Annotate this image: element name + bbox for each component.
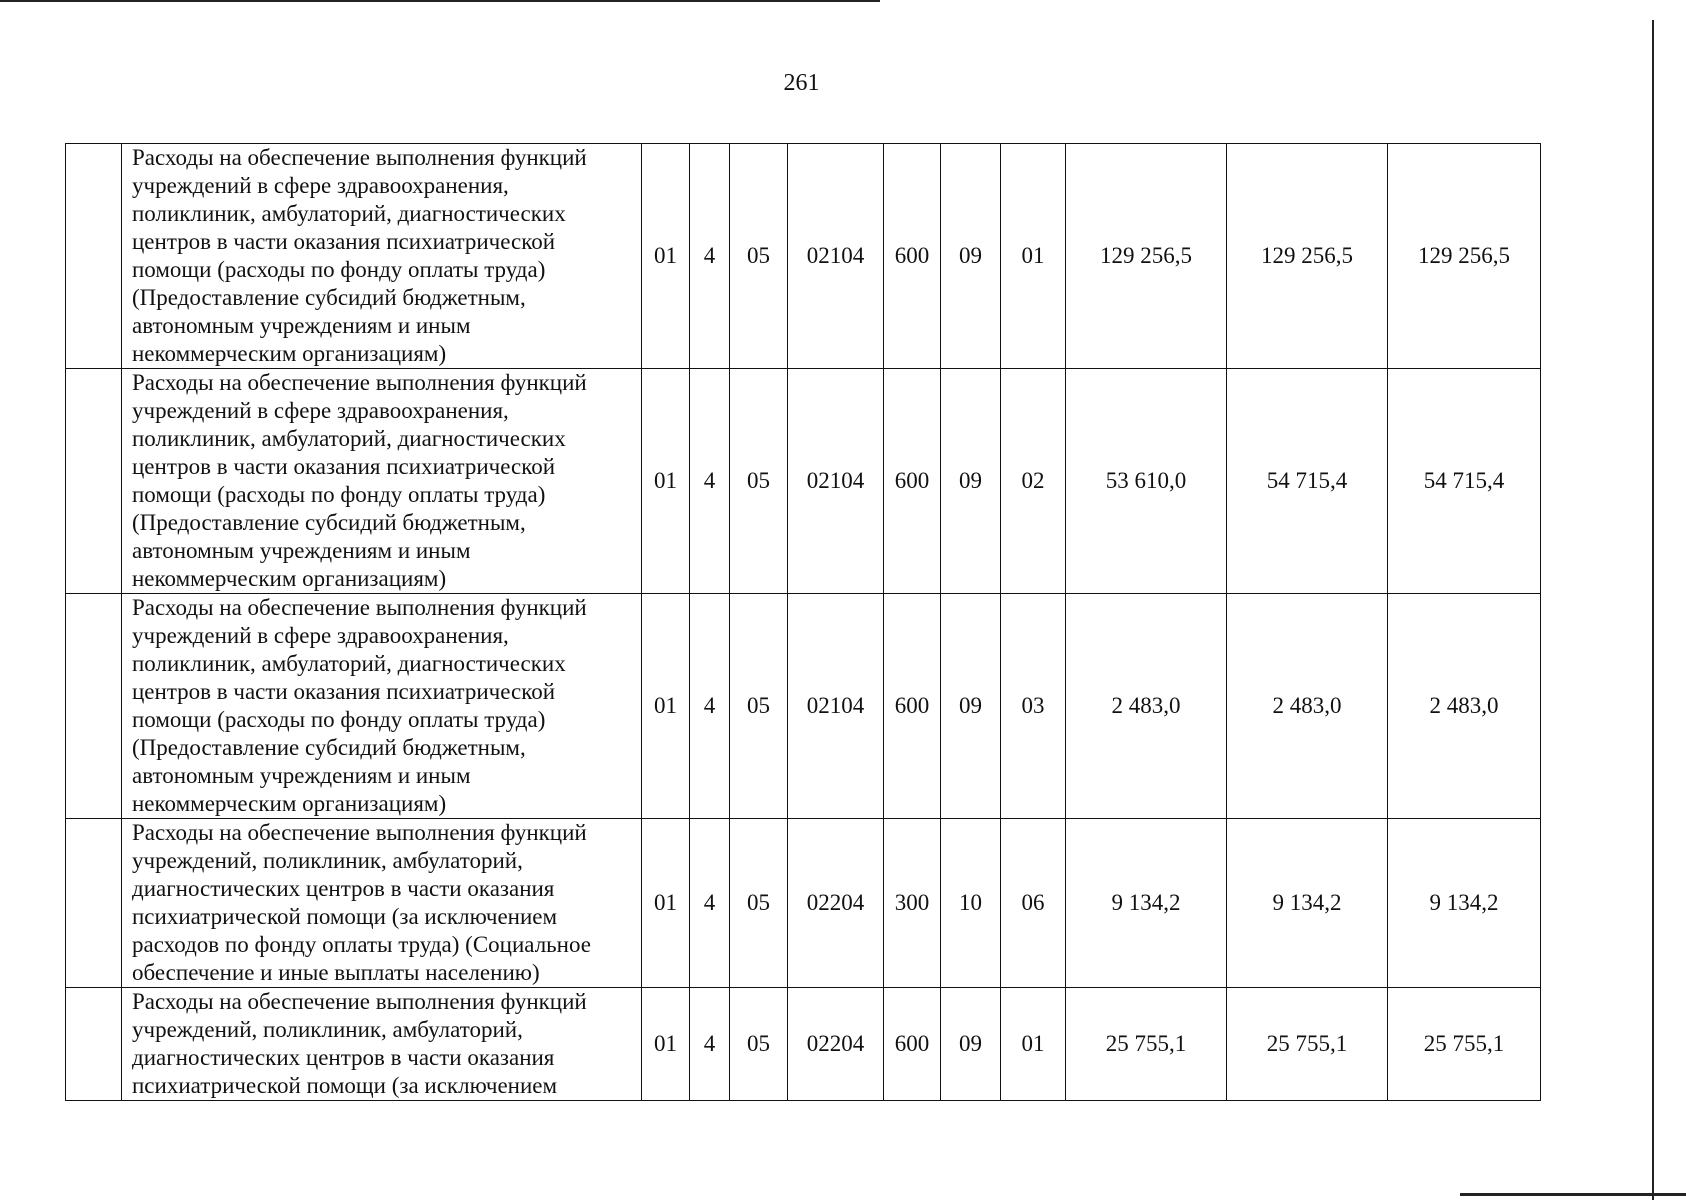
description-cell: Расходы на обеспечение выполнения функций учреждений в сфере здравоохранения, поликлиник, амбулаторий, диагностических центров в части оказания психиатрической помощи (расходы по фонду оплаты труда) (Предоставление субсидий бюджетным, автономным учреждениям и иным некоммерческим организациям): [122, 144, 642, 369]
description-cell: Расходы на обеспечение выполнения функций учреждений в сфере здравоохранения, поликлиник, амбулаторий, диагностических центров в части оказания психиатрической помощи (расходы по фонду оплаты труда) (Предоставление субсидий бюджетным, автономным учреждениям и иным некоммерческим организациям): [122, 594, 642, 819]
scan-edge-line-right: [1652, 20, 1654, 1200]
scan-edge-line-top: [0, 0, 880, 2]
code-cell: 02104: [788, 369, 884, 594]
row-number-cell: [66, 369, 122, 594]
code-cell: 01: [642, 988, 690, 1101]
amount-cell: 54 715,4: [1227, 369, 1388, 594]
scan-edge-line-bottom: [1460, 1193, 1686, 1196]
code-cell: 09: [941, 594, 1001, 819]
code-cell: 09: [941, 144, 1001, 369]
table-row: [66, 988, 1541, 1101]
code-cell: 4: [690, 369, 730, 594]
budget-table: [65, 143, 1541, 1101]
code-cell: 01: [1001, 988, 1066, 1101]
amount-cell: 2 483,0: [1227, 594, 1388, 819]
table-row: [66, 819, 1541, 988]
amount-cell: 25 755,1: [1227, 988, 1388, 1101]
code-cell: 600: [884, 988, 941, 1101]
amount-cell: 53 610,0: [1066, 369, 1227, 594]
code-cell: 05: [730, 144, 788, 369]
code-cell: 03: [1001, 594, 1066, 819]
code-cell: 4: [690, 819, 730, 988]
description-cell: Расходы на обеспечение выполнения функций учреждений в сфере здравоохранения, поликлиник, амбулаторий, диагностических центров в части оказания психиатрической помощи (расходы по фонду оплаты труда) (Предоставление субсидий бюджетным, автономным учреждениям и иным некоммерческим организациям): [122, 369, 642, 594]
code-cell: 01: [642, 369, 690, 594]
code-cell: 600: [884, 369, 941, 594]
amount-cell: 129 256,5: [1227, 144, 1388, 369]
amount-cell: 25 755,1: [1388, 988, 1541, 1101]
table-row: [66, 369, 1541, 594]
code-cell: 02204: [788, 819, 884, 988]
code-cell: 600: [884, 144, 941, 369]
row-number-cell: [66, 144, 122, 369]
code-cell: 05: [730, 988, 788, 1101]
row-number-cell: [66, 988, 122, 1101]
amount-cell: 54 715,4: [1388, 369, 1541, 594]
row-number-cell: [66, 819, 122, 988]
code-cell: 09: [941, 988, 1001, 1101]
page-number: 261: [783, 70, 820, 96]
code-cell: 01: [642, 594, 690, 819]
code-cell: 05: [730, 594, 788, 819]
amount-cell: 25 755,1: [1066, 988, 1227, 1101]
amount-cell: 129 256,5: [1388, 144, 1541, 369]
code-cell: 02: [1001, 369, 1066, 594]
code-cell: 05: [730, 369, 788, 594]
code-cell: 06: [1001, 819, 1066, 988]
code-cell: 300: [884, 819, 941, 988]
code-cell: 02204: [788, 988, 884, 1101]
code-cell: 4: [690, 988, 730, 1101]
table-row: [66, 594, 1541, 819]
amount-cell: 9 134,2: [1066, 819, 1227, 988]
code-cell: 01: [642, 144, 690, 369]
code-cell: 600: [884, 594, 941, 819]
code-cell: 02104: [788, 144, 884, 369]
code-cell: 4: [690, 144, 730, 369]
description-cell: Расходы на обеспечение выполнения функций учреждений, поликлиник, амбулаторий, диагностических центров в части оказания психиатрической помощи (за исключением расходов по фонду оплаты труда) (Социальное обеспечение и иные выплаты населению): [122, 819, 642, 988]
code-cell: 02104: [788, 594, 884, 819]
amount-cell: 9 134,2: [1388, 819, 1541, 988]
code-cell: 01: [642, 819, 690, 988]
code-cell: 10: [941, 819, 1001, 988]
code-cell: 01: [1001, 144, 1066, 369]
code-cell: 05: [730, 819, 788, 988]
code-cell: 09: [941, 369, 1001, 594]
amount-cell: 9 134,2: [1227, 819, 1388, 988]
amount-cell: 2 483,0: [1066, 594, 1227, 819]
amount-cell: 2 483,0: [1388, 594, 1541, 819]
description-cell: Расходы на обеспечение выполнения функций учреждений, поликлиник, амбулаторий, диагностических центров в части оказания психиатрической помощи (за исключением: [122, 988, 642, 1101]
row-number-cell: [66, 594, 122, 819]
table-row: [66, 144, 1541, 369]
amount-cell: 129 256,5: [1066, 144, 1227, 369]
code-cell: 4: [690, 594, 730, 819]
